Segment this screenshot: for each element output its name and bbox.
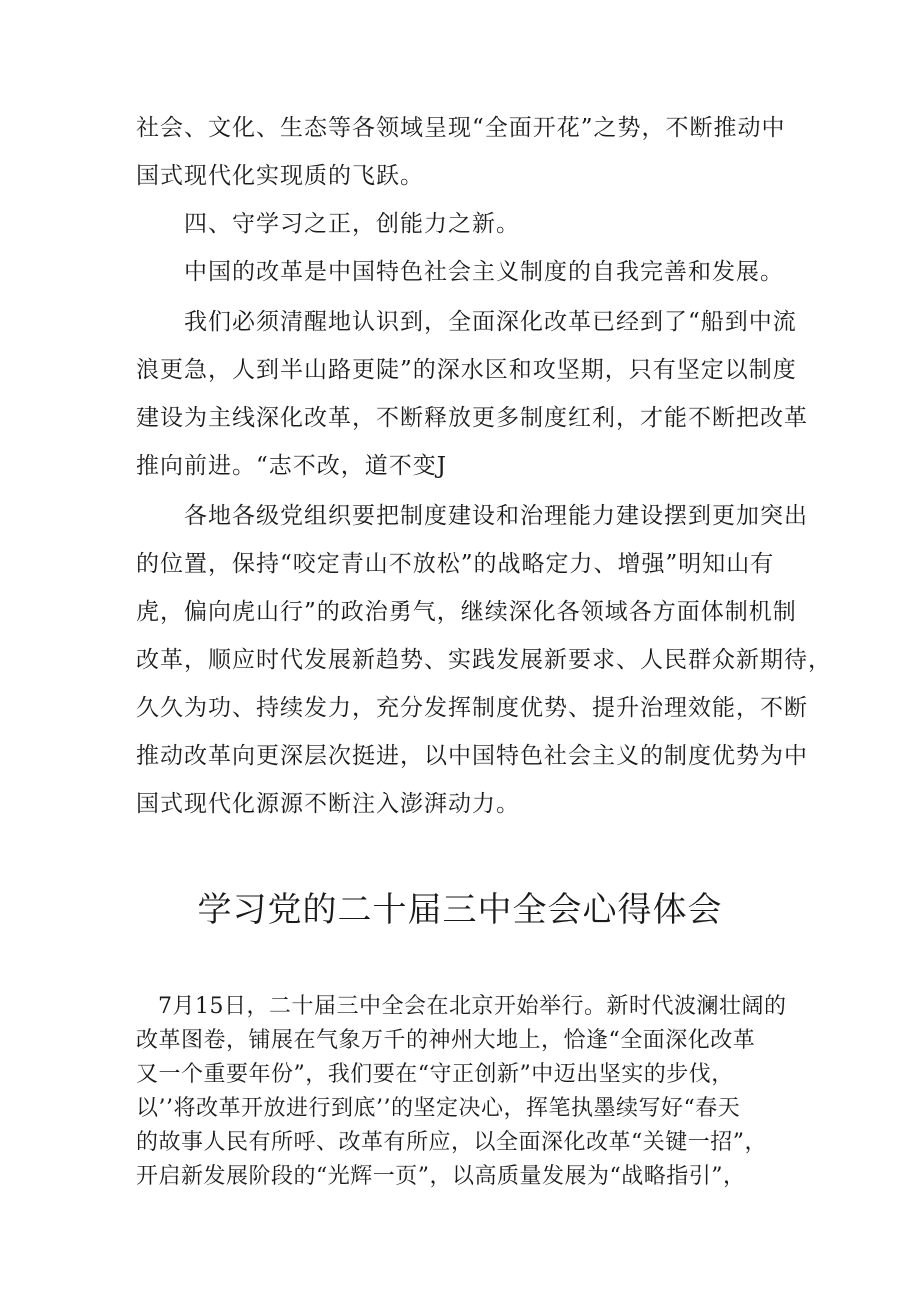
paragraph-line: 以’’将改革开放进行到底’’的坚定决心，挥笔执墨续写好“春天 bbox=[136, 1096, 741, 1121]
section-heading-4 bbox=[136, 200, 796, 248]
paragraph-line: 的故事人民有所呼、改革有所应，以全面深化改革“关键一招”， bbox=[136, 1130, 767, 1155]
paragraph-line: 7月15日，二十届三中全会在北京开始举行。新时代波澜壮阔的 bbox=[158, 994, 787, 1019]
paragraph-line: 久久为功、持续发力，充分发挥制度优势、提升治理效能，不断 bbox=[136, 695, 808, 721]
paragraph-party-organizations bbox=[136, 492, 832, 828]
paragraph-line: 各地各级党组织要把制度建设和治理能力建设摆到更加突出 bbox=[184, 503, 808, 529]
paragraph-deep-water bbox=[136, 298, 808, 490]
paragraph-line: 的位置，保持“咬定青山不放松”的战略定力、增强”明知山有 bbox=[136, 551, 775, 577]
paragraph-line: 国式现代化实现质的飞跃。 bbox=[136, 163, 424, 189]
paragraph-reform-system bbox=[136, 248, 796, 296]
paragraph-line: 我们必须清醒地认识到，全面深化改革已经到了“船到中流 bbox=[184, 309, 797, 335]
paragraph-line: 建设为主线深化改革，不断释放更多制度红利，才能不断把改革 bbox=[136, 405, 808, 431]
paragraph-line: 又一个重要年份”，我们要在“守正创新”中迈出坚实的步伐， bbox=[136, 1062, 734, 1087]
paragraph-line: 推动改革向更深层次挺进，以中国特色社会主义的制度优势为中 bbox=[136, 743, 808, 769]
paragraph-line: 社会、文化、生态等各领域呈现“全面开花”之势，不断推动中 bbox=[136, 115, 786, 141]
article-title: 学习党的二十届三中全会心得体会 bbox=[197, 890, 723, 930]
paragraph-line: 推向前进。“志不改，道不变J bbox=[136, 453, 447, 479]
paragraph-line: 中国的改革是中国特色社会主义制度的自我完善和发展。 bbox=[184, 259, 784, 285]
heading-text: 四、守学习之正，创能力之新。 bbox=[184, 211, 520, 237]
paragraph-line: 改革图卷，铺展在气象万千的神州大地上，恰逢“全面深化改革 bbox=[136, 1028, 756, 1053]
paragraph-line: 浪更急，人到半山路更陡”的深水区和攻坚期，只有坚定以制度 bbox=[136, 357, 797, 383]
paragraph-plenary-session bbox=[136, 990, 796, 1194]
continuation-paragraph bbox=[136, 104, 796, 200]
paragraph-line: 开启新发展阶段的“光辉一页”，以高质量发展为“战略指引”， bbox=[136, 1164, 746, 1189]
paragraph-line: 国式现代化源源不断注入澎湃动力。 bbox=[136, 791, 520, 817]
paragraph-line: 改革，顺应时代发展新趋势、实践发展新要求、人民群众新期待， bbox=[136, 647, 832, 673]
paragraph-line: 虎，偏向虎山行”的政治勇气，继续深化各领域各方面体制机制 bbox=[136, 599, 797, 625]
